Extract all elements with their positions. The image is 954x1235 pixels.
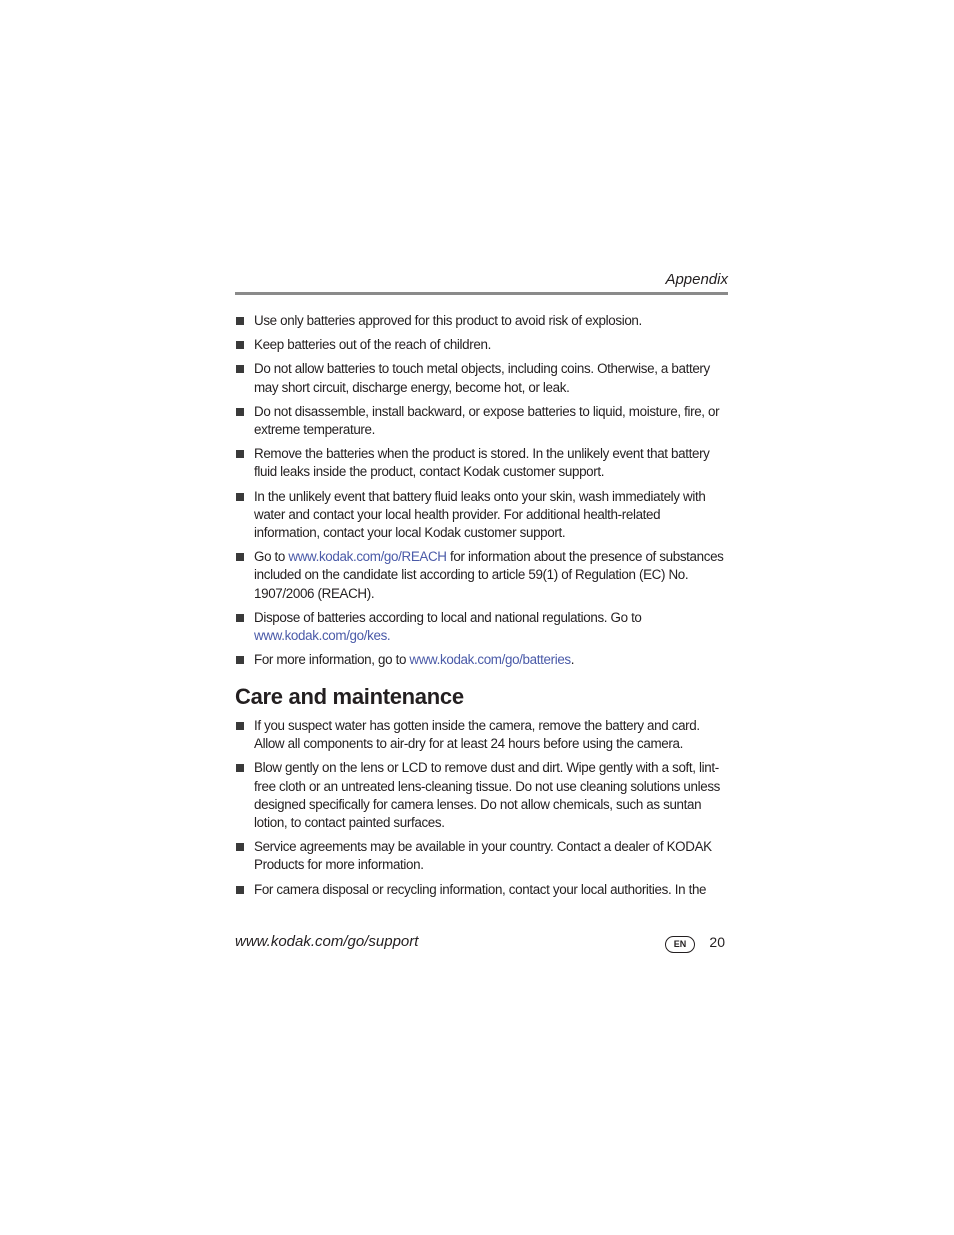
list-item — [235, 445, 728, 481]
list-item — [235, 360, 728, 396]
list-item-text: Use only batteries approved for this product to avoid risk of explosion. — [254, 313, 642, 328]
list-item-text: Service agreements may be available in your country. Contact a dealer of KODAK Products for more information. — [254, 839, 712, 873]
manual-page — [235, 0, 728, 1235]
square-bullet-icon — [236, 450, 244, 458]
battery-safety-list — [235, 312, 728, 675]
list-item — [235, 838, 728, 874]
square-bullet-icon — [236, 365, 244, 373]
kes-link[interactable]: www.kodak.com/go/kes. — [254, 628, 391, 644]
reach-link[interactable]: www.kodak.com/go/REACH — [288, 549, 447, 565]
list-item-text: Do not allow batteries to touch metal objects, including coins. Otherwise, a battery may short circuit, discharge energy, become hot, or leak. — [254, 361, 710, 395]
language-badge: EN — [665, 936, 695, 953]
list-item — [235, 312, 728, 330]
list-item — [235, 548, 728, 603]
list-item-text: Dispose of batteries according to local and national regulations. Go to — [254, 609, 642, 625]
list-item-text: Go to — [254, 549, 289, 565]
list-item — [235, 336, 728, 354]
list-item — [235, 651, 728, 669]
square-bullet-icon — [236, 341, 244, 349]
list-item-text: Keep batteries out of the reach of children. — [254, 337, 491, 353]
list-item-text: For camera disposal or recycling information, contact your local authorities. In the — [254, 881, 707, 897]
batteries-link[interactable]: www.kodak.com/go/batteries — [409, 652, 571, 668]
square-bullet-icon — [236, 317, 244, 325]
list-item-text: Blow gently on the lens or LCD to remove dust and dirt. Wipe gently with a soft, lint-free cloth or an untreated lens-cleaning tissue. Do not use cleaning solutions unless designed specifically for camera lenses. Do not allow chemicals, such as suntan lotion, to contact painted surfaces. — [254, 760, 721, 831]
header-divider — [235, 292, 728, 295]
square-bullet-icon — [236, 764, 244, 772]
footer-support-url: www.kodak.com/go/support — [235, 933, 419, 950]
square-bullet-icon — [236, 886, 244, 894]
list-item-text: In the unlikely event that battery fluid leaks onto your skin, wash immediately with water and contact your local health provider. For additional health-related information, contact your local Kodak customer support. — [254, 488, 706, 541]
list-item — [235, 759, 728, 832]
list-item-text: for information about the presence of substances included on the candidate list according to article 59(1) of Regulation (EC) No. 1907/2006 (REACH). — [254, 549, 724, 601]
section-heading-care: Care and maintenance — [235, 684, 464, 709]
list-item — [235, 488, 728, 543]
square-bullet-icon — [236, 408, 244, 416]
square-bullet-icon — [236, 614, 244, 622]
list-item-text: Do not disassemble, install backward, or expose batteries to liquid, moisture, fire, or extreme temperature. — [254, 403, 720, 438]
care-maintenance-list — [235, 717, 728, 905]
running-header: Appendix — [665, 271, 728, 288]
list-item-text: If you suspect water has gotten inside the camera, remove the battery and card. Allow all components to air-dry for at least 24 hours before using the camera. — [254, 718, 700, 752]
page-number: 20 — [709, 934, 725, 950]
list-item — [235, 717, 728, 753]
list-item-text: For more information, go to — [254, 652, 410, 668]
square-bullet-icon — [236, 493, 244, 501]
list-item-text: . — [570, 652, 575, 668]
list-item — [235, 881, 728, 899]
list-item — [235, 609, 728, 645]
list-item — [235, 403, 728, 439]
square-bullet-icon — [236, 656, 244, 664]
list-item-text: Remove the batteries when the product is stored. In the unlikely event that battery fluid leaks inside the product, contact Kodak customer support. — [254, 446, 710, 480]
square-bullet-icon — [236, 722, 244, 730]
square-bullet-icon — [236, 843, 244, 851]
square-bullet-icon — [236, 553, 244, 561]
